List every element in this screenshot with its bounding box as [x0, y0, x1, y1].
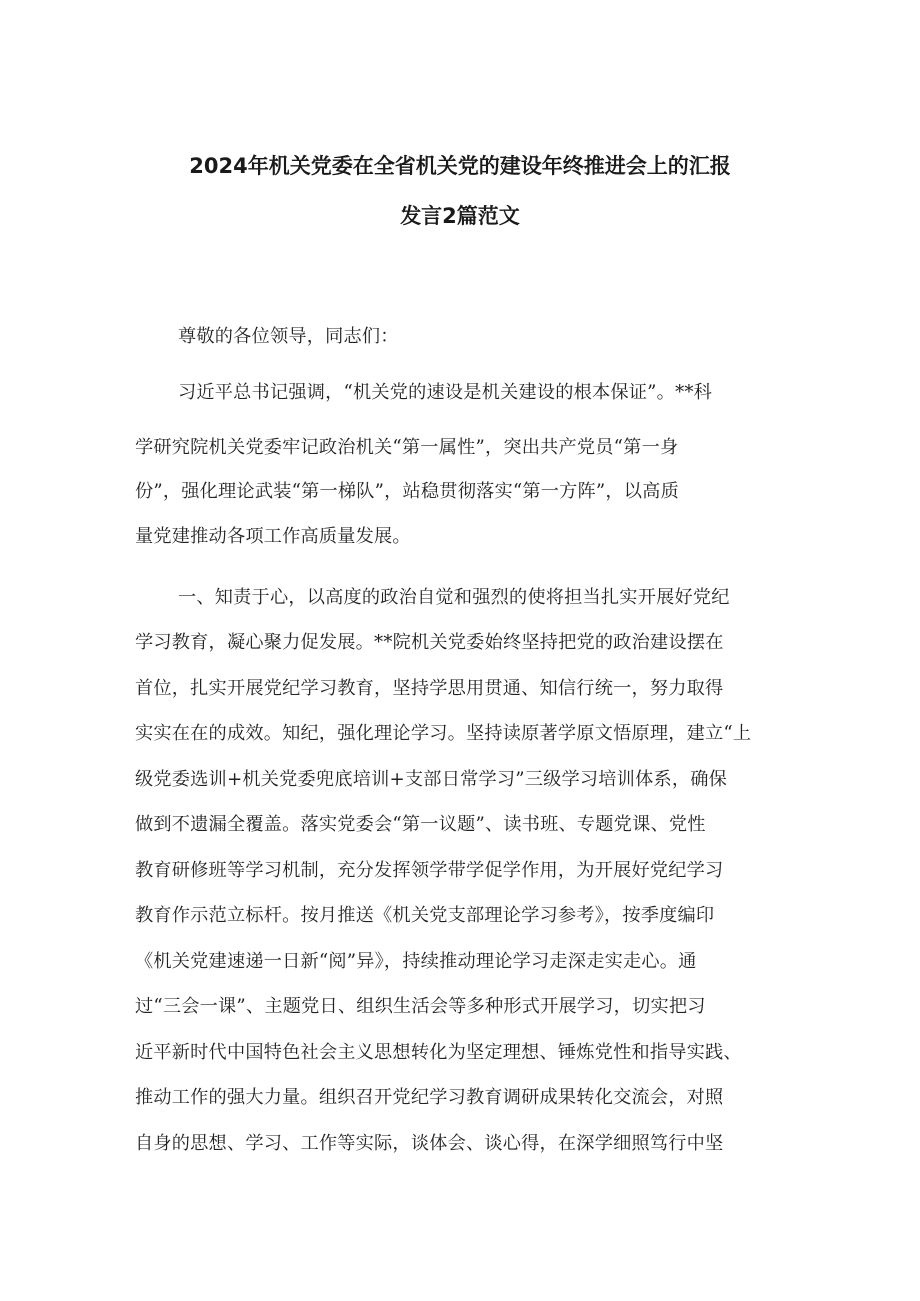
- paragraph-2-line: 实实在在的成效。知纪，强化理论学习。坚持读原著学原文悟原理，建立“上: [135, 723, 752, 744]
- paragraph-2-line: 做到不遗漏全覆盖。落实党委会“第一议题”、读书班、专题党课、党性: [135, 814, 706, 835]
- paragraph-2-line: 自身的思想、学习、工作等实际，谈体会、谈心得，在深学细照笃行中坚: [135, 1133, 724, 1154]
- paragraph-1-line: 份”，强化理论武装“第一梯队”，站稳贯彻落实“第一方阵”，以高质: [135, 481, 679, 502]
- paragraph-2-line: 教育作示范立标杆。按月推送《机关党支部理论学习参考》，按季度编印: [135, 905, 715, 926]
- paragraph-2-line: 过“三会一课”、主题党日、组织生活会等多种形式开展学习，切实把习: [135, 996, 706, 1017]
- paragraph-1-line: 学研究院机关党委牢记政治机关“第一属性”，突出共产党员“第一身: [135, 437, 679, 458]
- paragraph-2-line: 推动工作的强大力量。组织召开党纪学习教育调研成果转化交流会，对照: [135, 1087, 724, 1108]
- paragraph-2-line: 首位，扎实开展党纪学习教育，坚持学思用贯通、知信行统一，努力取得: [135, 678, 724, 699]
- paragraph-2-line: 级党委选训+机关党委兜底培训+支部日常学习”三级学习培训体系，确保: [135, 769, 728, 790]
- paragraph-2-line: 近平新时代中国特色社会主义思想转化为坚定理想、锤炼党性和指导实践、: [135, 1042, 742, 1063]
- paragraph-2-line: 一、知责于心，以高度的政治自觉和强烈的使将担当扎实开展好党纪: [178, 587, 730, 608]
- paragraph-1-line: 量党建推动各项工作高质量发展。: [135, 526, 411, 547]
- paragraph-2-line: 学习教育，凝心聚力促发展。**院机关党委始终坚持把党的政治建设摆在: [135, 632, 724, 653]
- document-title-line-1: 2024年机关党委在全省机关党的建设年终推进会上的汇报: [189, 154, 731, 178]
- paragraph-2-line: 教育研修班等学习机制，充分发挥领学带学促学作用，为开展好党纪学习: [135, 860, 724, 881]
- salutation: 尊敬的各位领导，同志们：: [178, 326, 399, 347]
- document-title-line-2: 发言2篇范文: [400, 204, 520, 228]
- paragraph-1-line: 习近平总书记强调，“机关党的速设是机关建设的根本保证”。**科: [178, 382, 713, 403]
- paragraph-2-line: 《机关党建速递一日新“阅”异》，持续推动理论学习走深走实走心。通: [135, 951, 697, 972]
